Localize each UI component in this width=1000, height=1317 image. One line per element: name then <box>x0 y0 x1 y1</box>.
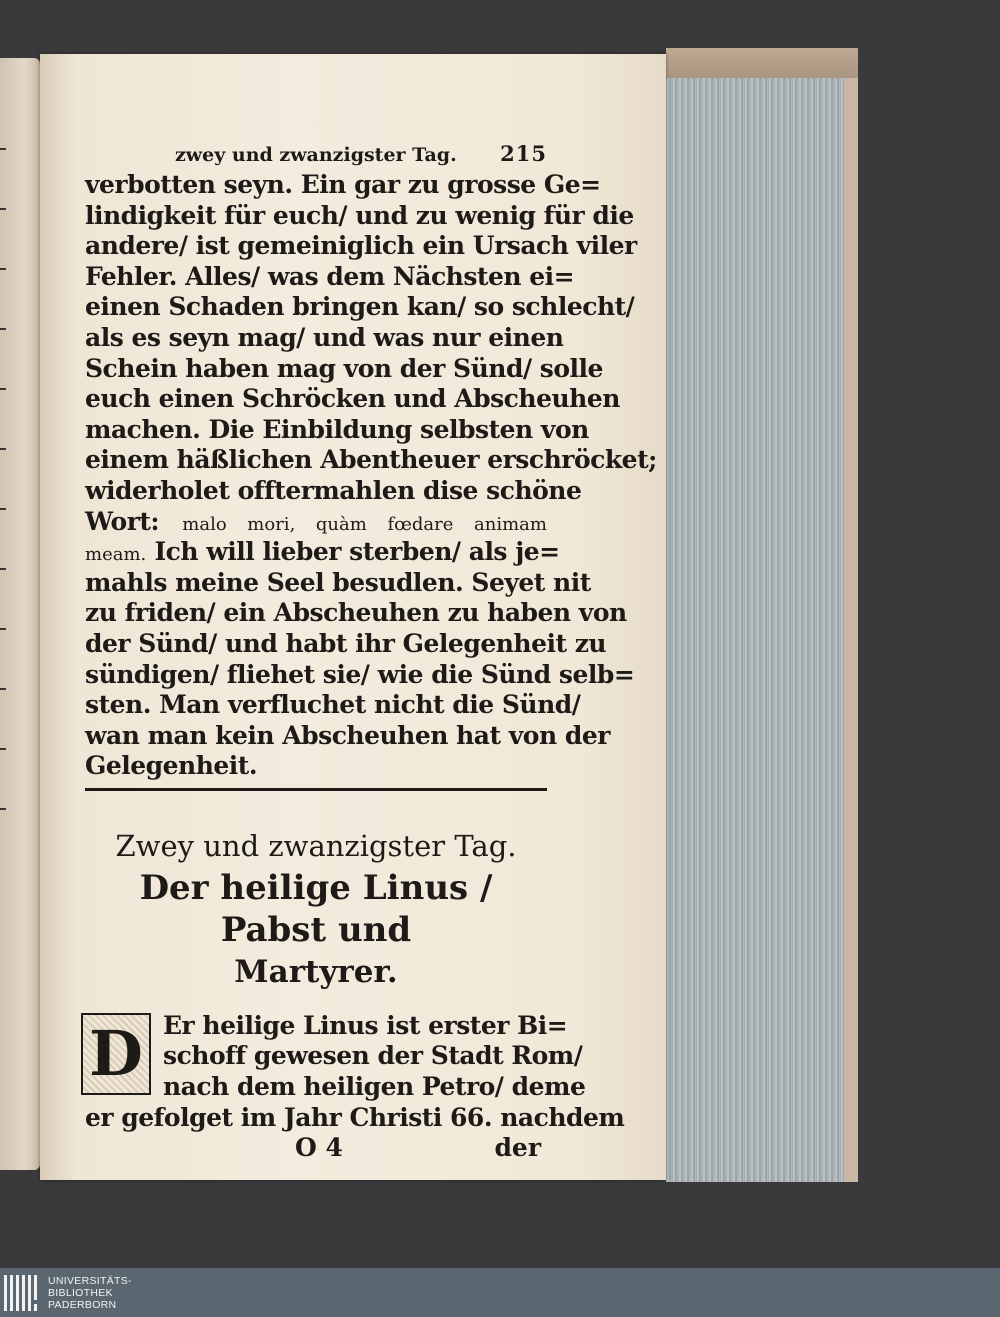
library-name-line2: BIBLIOTHEK <box>48 1286 113 1299</box>
page-text <box>85 136 657 1163</box>
page-footer <box>85 1133 547 1163</box>
text-line: nach dem heiligen Petro/ deme <box>163 1072 586 1102</box>
text-line: einem häßlichen Abentheuer erschröcket; <box>85 445 657 475</box>
library-banner <box>0 1268 1000 1317</box>
decorated-initial: D <box>81 1013 151 1095</box>
text-line: euch einen Schröcken und Abscheuhen <box>85 384 620 414</box>
section-divider <box>85 788 547 791</box>
page-block-edge <box>666 48 858 1182</box>
text-line: widerholet offtermahlen dise schöne <box>85 475 582 505</box>
running-header <box>85 136 547 166</box>
library-logo-icon <box>4 1275 40 1311</box>
running-head: zwey und zwanzigster Tag. <box>175 144 457 166</box>
text-line: er gefolget im Jahr Christi 66. nachdem <box>85 1102 625 1132</box>
text-line: Gelegenheit. <box>85 751 258 781</box>
latin-quote: malo mori, quàm fœdare animam <box>182 513 547 535</box>
chapter-title: Zwey und zwanzigster Tag. <box>115 828 517 863</box>
signature-mark: O 4 <box>295 1133 343 1163</box>
saint-title-line2: Martyrer. <box>234 953 398 990</box>
text-line: Er heilige Linus ist erster Bi= <box>163 1010 568 1040</box>
text-line: Fehler. Alles/ was dem Nächsten ei= <box>85 261 575 291</box>
text-line: Schein haben mag von der Sünd/ solle <box>85 353 603 383</box>
text-line: einen Schaden bringen kan/ so schlecht/ <box>85 292 635 322</box>
text-line: verbotten seyn. Ein gar zu grosse Ge= <box>85 170 601 199</box>
text-line: schoff gewesen der Stadt Rom/ <box>163 1041 583 1071</box>
library-name <box>48 1275 132 1311</box>
text-line: sten. Man verfluchet nicht die Sünd/ <box>85 690 581 720</box>
text-line: zu friden/ ein Abscheuhen zu haben von <box>85 598 627 628</box>
saint-title-line1: Der heilige Linus / Pabst und <box>139 867 493 950</box>
text-line: lindigkeit für euch/ und zu wenig für die <box>85 200 634 230</box>
left-page-edge <box>0 58 40 1170</box>
translation: Ich will lieber sterben/ als je= <box>154 537 560 567</box>
latin-quote-end: meam. <box>85 544 147 566</box>
paragraph <box>85 1010 625 1133</box>
text-line: sündigen/ fliehet sie/ wie die Sünd selb= <box>85 659 635 689</box>
text-line-latin <box>85 507 547 538</box>
body-text <box>85 170 657 782</box>
catchword: der <box>494 1133 541 1163</box>
text-line: machen. Die Einbildung selbsten von <box>85 414 589 444</box>
library-name-line3: PADERBORN <box>48 1298 117 1311</box>
text-line: wan man kein Abscheuhen hat von der <box>85 720 610 750</box>
text-line: andere/ ist gemeiniglich ein Ursach viler <box>85 231 637 261</box>
latin-prefix: Wort: <box>85 506 160 536</box>
text-line: der Sünd/ und habt ihr Gelegenheit zu <box>85 628 607 658</box>
page-number: 215 <box>500 141 547 166</box>
text-line-meam <box>85 537 560 568</box>
saint-title <box>85 867 547 993</box>
text-line: mahls meine Seel besudlen. Seyet nit <box>85 567 591 597</box>
text-line: als es seyn mag/ und was nur einen <box>85 322 564 352</box>
library-name-line1: UNIVERSITÄTS- <box>48 1274 132 1287</box>
